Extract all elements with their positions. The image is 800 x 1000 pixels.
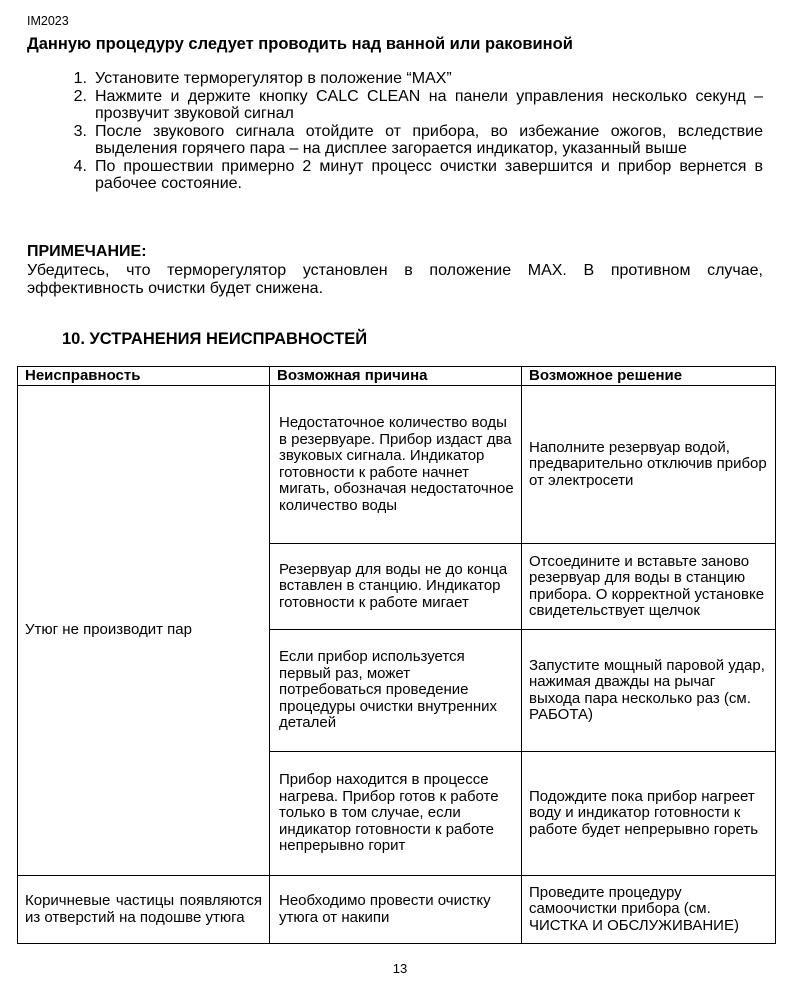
step-text: По прошествии примерно 2 минут процесс очистки завершится и прибор вернется в рабочее состояние.: [95, 157, 763, 192]
step-text: После звукового сигнала отойдите от прибора, во избежание ожогов, вследствие выделения горячего пара – на дисплее загорается индикатор, указанный выше: [95, 122, 763, 157]
solution-cell: Проведите процедуру самоочистки прибора (см. ЧИСТКА И ОБСЛУЖИВАНИЕ): [522, 876, 776, 944]
list-item: [27, 70, 763, 88]
column-header-cause: Возможная причина: [270, 367, 522, 386]
table-row: [18, 876, 776, 944]
note-text: Убедитесь, что терморегулятор установлен в положение MAX. В противном случае, эффективность очистки будет снижена.: [27, 262, 763, 297]
solution-cell: Отсоедините и вставьте заново резервуар для воды в станцию прибора. О корректной установке свидетельствует щелчок: [522, 544, 776, 630]
fault-cell: Утюг не производит пар: [18, 386, 270, 876]
list-item: [27, 88, 763, 123]
step-number: 2.: [73, 87, 87, 105]
step-text: Нажмите и держите кнопку CALC CLEAN на панели управления несколько секунд – прозвучит звуковой сигнал: [95, 87, 763, 122]
model-number: IM2023: [27, 14, 69, 28]
step-number: 4.: [73, 157, 87, 175]
cleaning-steps-list: [27, 70, 763, 193]
list-item: [27, 123, 763, 158]
list-item: [27, 158, 763, 193]
cause-cell: Если прибор используется первый раз, может потребоваться проведение процедуры очистки внутренних деталей: [270, 630, 522, 752]
solution-cell: Подождите пока прибор нагреет воду и индикатор готовности к работе будет непрерывно гореть: [522, 752, 776, 876]
cause-cell: Резервуар для воды не до конца вставлен в станцию. Индикатор готовности к работе мигает: [270, 544, 522, 630]
note-heading: ПРИМЕЧАНИЕ:: [27, 243, 147, 260]
section-title: 10. УСТРАНЕНИЯ НЕИСПРАВНОСТЕЙ: [62, 330, 368, 348]
step-number: 3.: [73, 122, 87, 140]
column-header-fault: Неисправность: [18, 367, 270, 386]
warning-heading: Данную процедуру следует проводить над ванной или раковиной: [27, 35, 573, 53]
fault-cell: Коричневые частицы появляются из отверстий на подошве утюга: [18, 876, 270, 944]
table-header-row: [18, 367, 776, 386]
cause-cell: Прибор находится в процессе нагрева. Прибор готов к работе только в том случае, если индикатор готовности к работе непрерывно горит: [270, 752, 522, 876]
solution-cell: Запустите мощный паровой удар, нажимая дважды на рычаг выхода пара несколько раз (см. РАБОТА): [522, 630, 776, 752]
solution-cell: Наполните резервуар водой, предварительно отключив прибор от электросети: [522, 386, 776, 544]
page-number: 13: [392, 961, 408, 976]
step-number: 1.: [73, 70, 87, 87]
step-text: Установите терморегулятор в положение “MAX”: [95, 70, 452, 87]
cause-cell: Недостаточное количество воды в резервуаре. Прибор издаст два звуковых сигнала. Индикатор готовности к работе начнет мигать, обозначая недостаточное количество воды: [270, 386, 522, 544]
table-row: [18, 386, 776, 544]
troubleshooting-table: [17, 366, 776, 944]
cause-cell: Необходимо провести очистку утюга от накипи: [270, 876, 522, 944]
column-header-solution: Возможное решение: [522, 367, 776, 386]
